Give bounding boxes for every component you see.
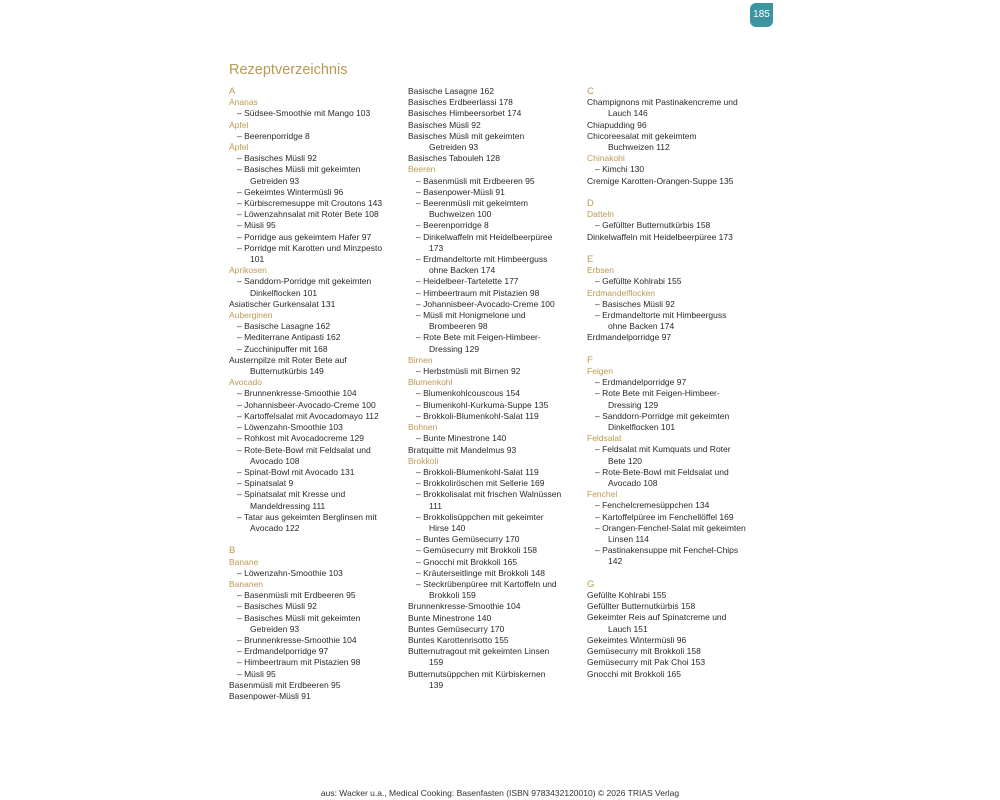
index-heading: Bananen [229,578,264,589]
index-heading: Erbsen [587,265,614,276]
index-subentry: – Tatar aus gekeimten Berglinsen mit [237,511,377,522]
index-heading: Auberginen [229,310,273,321]
index-subentry: – Orangen-Fenchel-Salat mit gekeimten [595,522,746,533]
index-entry: Dinkelwaffeln mit Heidelbeerpüree 173 [587,231,733,242]
index-subentry: – Brokkoliröschen mit Sellerie 169 [416,478,545,489]
index-subentry: – Rohkost mit Avocadocreme 129 [237,433,364,444]
index-letter: E [587,254,594,266]
index-heading: Chinakohl [587,153,625,164]
index-heading: Feldsalat [587,433,622,444]
index-heading: Fenchel [587,489,618,500]
index-continuation: Butternutkürbis 149 [250,366,324,377]
index-subentry: – Sanddorn-Porridge mit gekeimten [237,276,372,287]
index-continuation: Brombeeren 98 [429,321,488,332]
index-subentry: – Basisches Müsli mit gekeimten [237,164,361,175]
index-entry: Basisches Himbeersorbet 174 [408,108,522,119]
index-entry: Bunte Minestrone 140 [408,612,492,623]
index-entry: Basenpower-Müsli 91 [229,690,311,701]
index-subentry: – Zucchinipuffer mit 168 [237,343,328,354]
index-subentry: – Südsee-Smoothie mit Mango 103 [237,108,371,119]
index-subentry: – Gefüllte Kohlrabi 155 [595,276,682,287]
index-subentry: – Porridge aus gekeimtem Hafer 97 [237,231,372,242]
index-continuation: ohne Backen 174 [429,265,496,276]
index-entry: Basisches Tabouleh 128 [408,153,500,164]
index-entry: Gefüllter Butternutkürbis 158 [587,601,696,612]
index-entry: Cremige Karotten-Orangen-Suppe 135 [587,175,734,186]
index-continuation: Dressing 129 [429,343,480,354]
index-heading: Aprikosen [229,265,267,276]
page-number-badge: 185 [750,3,773,27]
index-spacer [587,243,759,254]
index-continuation: Buchweizen 100 [429,209,492,220]
index-heading: Feigen [587,366,613,377]
index-entry: Gemüsecurry mit Pak Choi 153 [587,657,706,668]
index-subentry: – Heidelbeer-Tartelette 177 [416,276,519,287]
index-subentry: – Erdmandelporridge 97 [237,646,329,657]
index-subentry: – Erdmandeltorte mit Himbeerguss [595,310,727,321]
index-subentry: – Erdmandelporridge 97 [595,377,687,388]
index-letter: G [587,578,595,590]
index-entry: Gnocchi mit Brokkoli 165 [587,668,682,679]
index-continuation: Mandeldressing 111 [250,500,326,511]
index-subentry: – Müsli 95 [237,220,276,231]
index-heading: Datteln [587,209,614,220]
index-subentry: – Kimchi 130 [595,164,645,175]
index-column-2 [408,86,580,691]
index-continuation: Bete 120 [608,455,643,466]
index-subentry: – Rote-Bete-Bowl mit Feldsalat und [595,466,729,477]
index-subentry: – Buntes Gemüsecurry 170 [416,534,520,545]
index-subentry: – Basische Lasagne 162 [237,321,331,332]
index-spacer [587,344,759,355]
index-entry: Brunnenkresse-Smoothie 104 [408,601,521,612]
index-entry: Basisches Müsli mit gekeimten [408,130,525,141]
index-subentry: – Gemüsecurry mit Brokkoli 158 [416,545,537,556]
index-subentry: – Basisches Müsli 92 [595,298,675,309]
index-subentry: – Johannisbeer-Avocado-Creme 100 [416,298,555,309]
index-subentry: – Dinkelwaffeln mit Heidelbeerpüree [416,231,553,242]
index-entry: Asiatischer Gurkensalat 131 [229,298,336,309]
index-subentry: – Gefüllter Butternutkürbis 158 [595,220,711,231]
index-spacer [587,568,759,579]
index-subentry: – Kräuterseitlinge mit Brokkoli 148 [416,567,545,578]
index-continuation: Linsen 114 [608,534,649,545]
index-entry: Gefüllte Kohlrabi 155 [587,590,667,601]
index-subentry: – Sanddorn-Porridge mit gekeimten [595,410,730,421]
index-entry: Chicoreesalat mit gekeimtem [587,130,697,141]
index-subentry: – Himbeertraum mit Pistazien 98 [237,657,361,668]
index-entry: Butternutragout mit gekeimten Linsen [408,646,550,657]
index-subentry: – Spinatsalat mit Kresse und [237,489,346,500]
index-continuation: 173 [429,242,444,253]
index-subentry: – Müsli mit Honigmelone und [416,310,526,321]
index-entry: Chiapudding 96 [587,119,647,130]
index-heading: Bohnen [408,422,438,433]
index-subentry: – Beerenporridge 8 [416,220,489,231]
index-entry: Austernpilze mit Roter Bete auf [229,354,347,365]
index-subentry: – Gnocchi mit Brokkoli 165 [416,556,518,567]
index-subentry: – Rote-Bete-Bowl mit Feldsalat und [237,444,371,455]
index-entry: Basenmüsli mit Erdbeeren 95 [229,679,341,690]
index-subentry: – Blumenkohlcouscous 154 [416,388,520,399]
index-continuation: Dinkelflocken 101 [250,287,318,298]
index-subentry: – Müsli 95 [237,668,276,679]
index-subentry: – Blumenkohl-Kurkuma-Suppe 135 [416,399,549,410]
index-subentry: – Steckrübenpüree mit Kartoffeln und [416,578,557,589]
index-spacer [229,534,401,545]
index-subentry: – Johannisbeer-Avocado-Creme 100 [237,399,376,410]
index-subentry: – Rote Bete mit Feigen-Himbeer- [416,332,541,343]
index-continuation: 159 [429,657,444,668]
index-subentry: – Basisches Müsli 92 [237,601,317,612]
index-letter: F [587,354,593,366]
index-subentry: – Erdmandeltorte mit Himbeerguss [416,254,548,265]
index-letter: A [229,86,236,97]
index-continuation: 111 [429,500,442,511]
index-subentry: – Mediterrane Antipasti 162 [237,332,341,343]
index-subentry: – Porridge mit Karotten und Minzpesto [237,242,383,253]
index-subentry: – Basisches Müsli 92 [237,153,317,164]
index-continuation: Avocado 108 [250,455,300,466]
index-entry: Gemüsecurry mit Brokkoli 158 [587,646,701,657]
index-entry: Gekeimter Reis auf Spinatcreme und [587,612,727,623]
index-subentry: – Brokkoli-Blumenkohl-Salat 119 [416,410,539,421]
index-subentry: – Spinatsalat 9 [237,478,294,489]
index-heading: Avocado [229,377,262,388]
index-heading: Äpfel [229,142,249,153]
index-entry: Basische Lasagne 162 [408,86,495,96]
index-entry: Basisches Müsli 92 [408,119,481,130]
index-subentry: – Löwenzahn-Smoothie 103 [237,422,343,433]
index-column-1 [229,86,401,702]
source-footer: aus: Wacker u.a., Medical Cooking: Basenfasten (ISBN 9783432120010) © 2026 TRIAS Verlag [320,788,680,798]
index-heading: Birnen [408,354,433,365]
index-subentry: – Kartoffelpüree im Fenchellöffel 169 [595,511,734,522]
index-subentry: – Beerenporridge 8 [237,130,310,141]
index-entry: Butternutsüppchen mit Kürbiskernen [408,668,546,679]
index-continuation: Brokkoli 159 [429,590,476,601]
index-subentry: – Löwenzahn-Smoothie 103 [237,567,343,578]
index-continuation: Buchweizen 112 [608,142,670,153]
index-continuation: 142 [608,556,623,567]
index-heading: Ananas [229,97,258,108]
index-heading: Brokkoli [408,455,439,466]
index-subentry: – Basisches Müsli mit gekeimten [237,612,361,623]
index-subentry: – Feldsalat mit Kumquats und Roter [595,444,731,455]
index-column-3 [587,86,759,680]
index-entry: Erdmandelporridge 97 [587,332,672,343]
index-subentry: – Bunte Minestrone 140 [416,433,507,444]
index-subentry: – Rote Bete mit Feigen-Himbeer- [595,388,720,399]
index-subentry: – Fenchelcremesüppchen 134 [595,500,710,511]
index-continuation: Dressing 129 [608,399,659,410]
index-subentry: – Basenmüsli mit Erdbeeren 95 [416,175,535,186]
index-subentry: – Brokkoli-Blumenkohl-Salat 119 [416,466,539,477]
index-continuation: Hirse 140 [429,522,466,533]
index-continuation: Getreiden 93 [250,175,300,186]
index-entry: Gekeimtes Wintermüsli 96 [587,634,687,645]
index-entry: Buntes Gemüsecurry 170 [408,623,505,634]
index-continuation: Lauch 146 [608,108,648,119]
index-subentry: – Himbeertraum mit Pistazien 98 [416,287,540,298]
index-subentry: – Brunnenkresse-Smoothie 104 [237,634,357,645]
index-continuation: Getreiden 93 [429,142,479,153]
index-subentry: – Herbstmüsli mit Birnen 92 [416,366,521,377]
index-subentry: – Pastinakensuppe mit Fenchel-Chips [595,545,739,556]
index-continuation: Avocado 122 [250,522,300,533]
index-subentry: – Brunnenkresse-Smoothie 104 [237,388,357,399]
index-continuation: Getreiden 93 [250,623,300,634]
index-subentry: – Gekeimtes Wintermüsli 96 [237,186,344,197]
index-subentry: – Brokkolisüppchen mit gekeimter [416,511,544,522]
index-continuation: Lauch 151 [608,623,648,634]
index-continuation: 101 [250,254,265,265]
index-subentry: – Kartoffelsalat mit Avocadomayo 112 [237,410,379,421]
index-subentry: – Basenpower-Müsli 91 [416,186,505,197]
index-continuation: 139 [429,679,444,690]
index-heading: Erdmandelflocken [587,287,656,298]
index-subentry: – Spinat-Bowl mit Avocado 131 [237,466,355,477]
index-subentry: – Brokkolisalat mit frischen Walnüssen [416,489,562,500]
index-continuation: ohne Backen 174 [608,321,675,332]
index-spacer [587,187,759,198]
index-letter: B [229,545,236,557]
index-entry: Champignons mit Pastinakencreme und [587,97,738,108]
index-continuation: Avocado 108 [608,478,658,489]
index-entry: Bratquitte mit Mandelmus 93 [408,444,517,455]
index-subentry: – Kürbiscremesuppe mit Croutons 143 [237,198,383,209]
index-letter: D [587,198,594,210]
index-entry: Buntes Karottenrisotto 155 [408,634,509,645]
index-letter: C [587,86,594,97]
page-title: Rezeptverzeichnis [229,62,348,78]
index-subentry: – Beerenmüsli mit gekeimtem [416,198,528,209]
index-continuation: Dinkelflocken 101 [608,422,676,433]
index-heading: Blumenkohl [408,377,453,388]
index-heading: Beeren [408,164,436,175]
index-heading: Banane [229,556,259,567]
index-heading: Apfel [229,119,249,130]
index-subentry: – Basenmüsli mit Erdbeeren 95 [237,590,356,601]
index-entry: Basisches Erdbeerlassi 178 [408,97,513,108]
index-subentry: – Löwenzahnsalat mit Roter Bete 108 [237,209,379,220]
